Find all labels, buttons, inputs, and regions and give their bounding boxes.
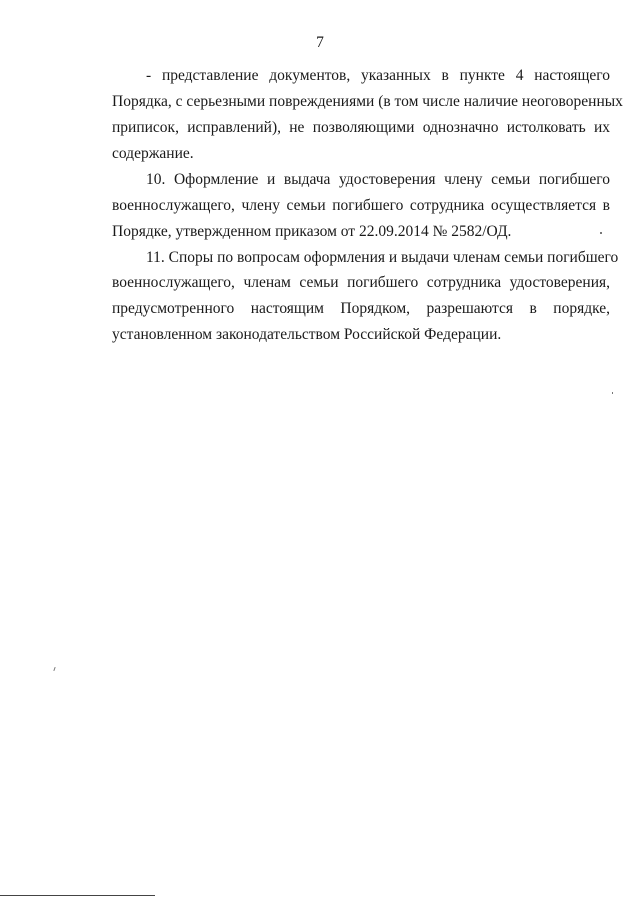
- scan-speck: [600, 232, 602, 234]
- paragraph-11-line-4: установленном законодательством Российской Федерации.: [112, 326, 502, 343]
- paragraph-10-line-3: Порядке, утвержденном приказом от 22.09.2014 № 2582/ОД.: [112, 223, 512, 240]
- bottom-rule: [0, 895, 155, 896]
- paragraph-1-line-4: содержание.: [112, 145, 194, 162]
- paragraph-10-line-2: военнослужащего, члену семьи погибшего сотрудника осуществляется в: [112, 197, 610, 214]
- paragraph-1-line-2: Порядка, с серьезными повреждениями (в том числе наличие неоговоренных: [112, 93, 623, 110]
- scan-speck: [53, 667, 55, 671]
- paragraph-11-line-1: 11. Споры по вопросам оформления и выдачи членам семьи погибшего: [146, 249, 619, 266]
- paragraph-1-line-3: приписок, исправлений), не позволяющими однозначно истолковать их: [112, 119, 610, 136]
- scan-speck: [612, 392, 613, 394]
- paragraph-11-line-2: военнослужащего, членам семьи погибшего сотрудника удостоверения,: [112, 274, 610, 291]
- paragraph-11-line-3: предусмотренного настоящим Порядком, разрешаются в порядке,: [112, 300, 610, 317]
- paragraph-10-line-1: 10. Оформление и выдача удостоверения члену семьи погибшего: [146, 171, 610, 188]
- paragraph-1-line-1: - представление документов, указанных в пункте 4 настоящего: [146, 67, 610, 84]
- page-number: 7: [316, 34, 324, 51]
